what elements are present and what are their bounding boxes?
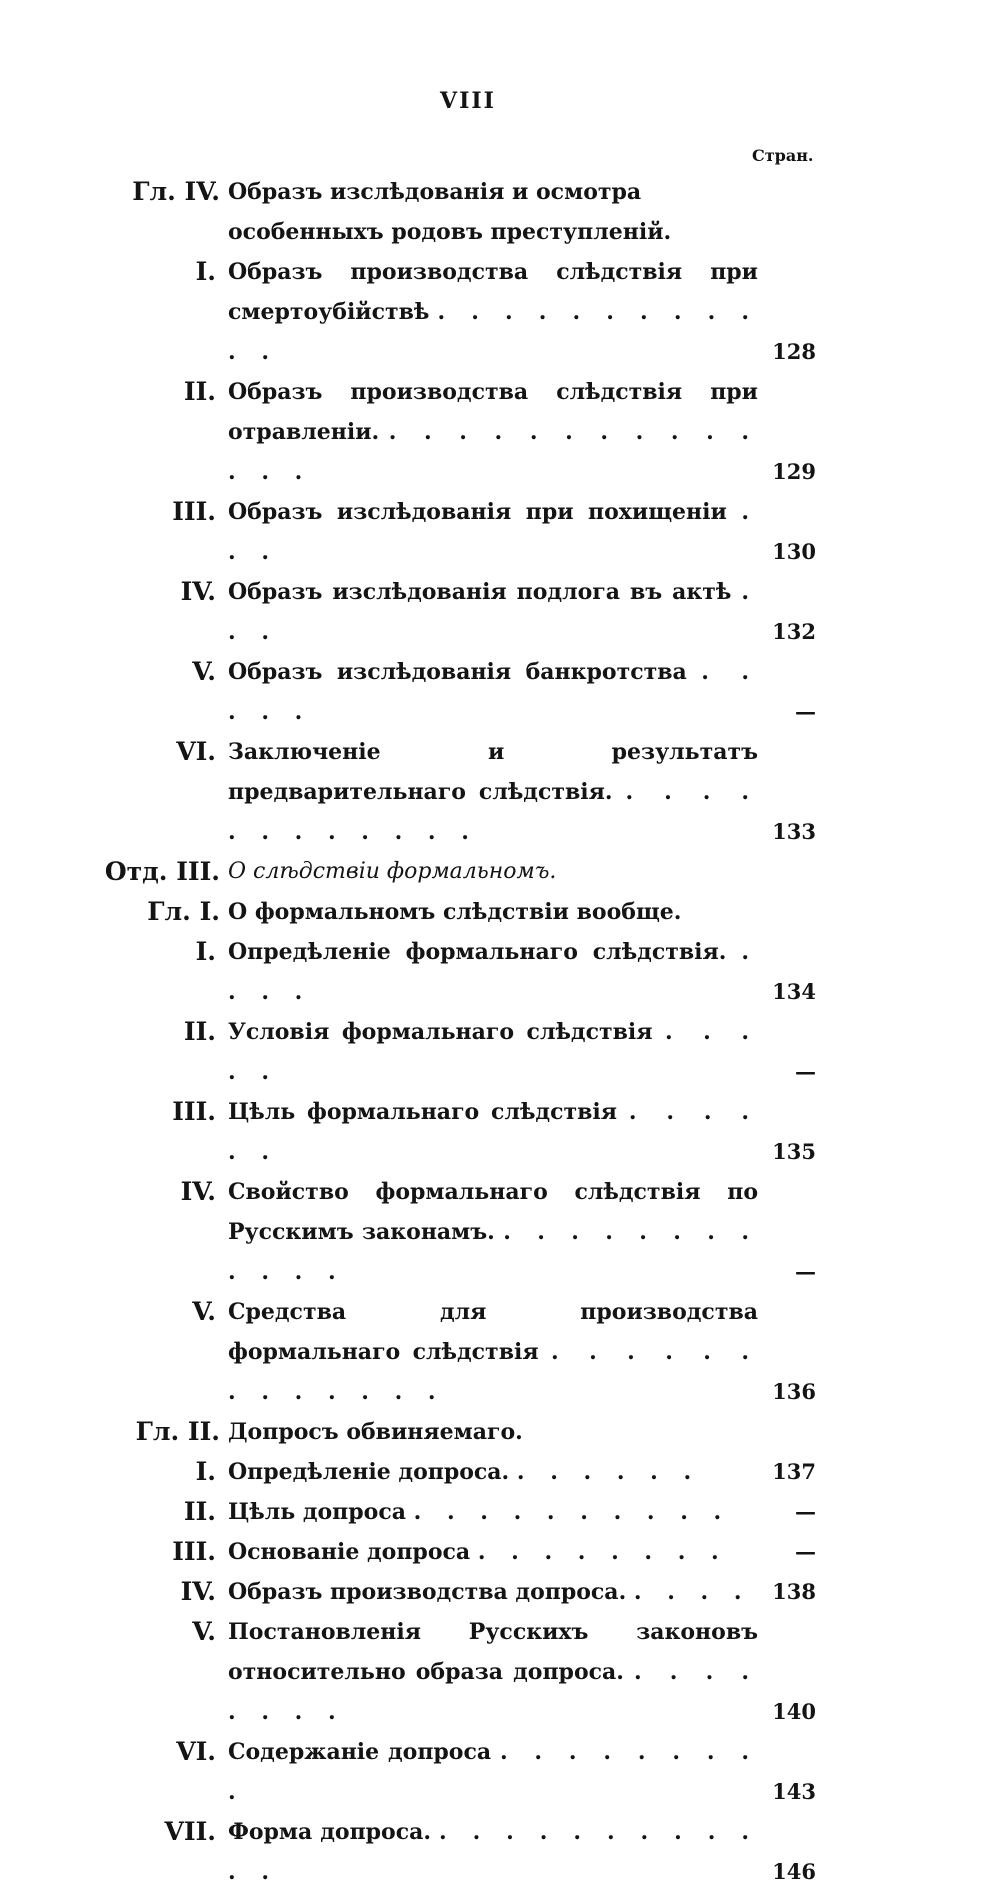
toc-section-entry (0, 492, 1000, 572)
section-label: II. (183, 377, 216, 406)
section-title: Образъ изслѣдованія подлога въ актѣ (228, 579, 732, 605)
page-reference: 146 (772, 1859, 816, 1884)
page-reference: — (795, 699, 816, 724)
section-label: IV. (180, 1577, 216, 1606)
page-reference: — (795, 1539, 816, 1564)
dot-leader: . . . . . . . . . . . . (228, 1819, 758, 1885)
toc-chapter-entry (0, 892, 1000, 932)
toc-section-entry (0, 1092, 1000, 1172)
section-label: III. (172, 497, 216, 526)
chapter-title: Образъ изслѣдованія и осмотра особенныхъ родовъ преступленій. (228, 179, 672, 245)
section-title: Средства для производства формальнаго слѣдствія (228, 1299, 758, 1365)
dot-leader: . . . . . . . . (228, 1659, 758, 1725)
section-label: VII. (164, 1817, 216, 1846)
section-title: Заключеніе и результатъ предварительнаго слѣдствія. (228, 739, 758, 805)
section-title: Образъ изслѣдованія банкротства (228, 659, 687, 685)
page-reference: 136 (772, 1379, 816, 1404)
section-label: III. (172, 1537, 216, 1566)
page-reference: 133 (772, 819, 816, 844)
page-reference: 130 (772, 539, 816, 564)
toc-section-entry (0, 572, 1000, 652)
toc-section-entry (0, 372, 1000, 492)
toc-section-entry (0, 1812, 1000, 1892)
section-title: Образъ производства слѣдствія при смертоубійствѣ (228, 259, 758, 325)
toc-section-entry (0, 732, 1000, 852)
dot-leader: . . . . . . . . . . . . (228, 1219, 758, 1285)
section-label: I. (195, 937, 216, 966)
page-reference: 143 (772, 1779, 816, 1804)
section-label: IV. (180, 1177, 216, 1206)
section-title: Опредѣленіе допроса. (228, 1459, 510, 1485)
page-number: VIII (440, 88, 496, 114)
department-label: Отд. III. (104, 857, 220, 886)
dot-leader: . . . . . . . . (477, 1539, 728, 1565)
chapter-title: О формальномъ слѣдствіи вообще. (228, 899, 682, 925)
toc-chapter-entry (0, 1412, 1000, 1452)
toc-section-entry (0, 932, 1000, 1012)
section-label: III. (172, 1097, 216, 1126)
toc-department-entry (0, 852, 1000, 892)
dot-leader: . . . . . (228, 659, 758, 725)
page-reference: 129 (772, 459, 816, 484)
section-title: Образъ изслѣдованія при похищеніи (228, 499, 727, 525)
page-column-label: Стран. (752, 146, 814, 165)
page-reference: — (795, 1499, 816, 1524)
dot-leader: . . . . . . . . . . . . . (228, 1339, 758, 1405)
toc-section-entry (0, 1012, 1000, 1092)
table-of-contents (0, 172, 1000, 1892)
section-label: IV. (180, 577, 216, 606)
section-title: Содержаніе допроса (228, 1739, 492, 1765)
section-title: Постановленія Русскихъ законовъ относительно образа допроса. (228, 1619, 758, 1685)
toc-chapter-entry (0, 172, 1000, 252)
dot-leader: . . . (228, 579, 758, 645)
page-reference: 134 (772, 979, 816, 1004)
page-reference: — (795, 1059, 816, 1084)
dot-leader: . . . . . . . . . (228, 1739, 758, 1805)
toc-section-entry (0, 1572, 1000, 1612)
page-reference: 132 (772, 619, 816, 644)
page-reference: 140 (772, 1699, 816, 1724)
dot-leader: . . . . . . . . . . . . (228, 779, 758, 845)
dot-leader: . . . . . . (228, 1099, 758, 1165)
toc-section-entry (0, 652, 1000, 732)
dot-leader: . . . . . (228, 1019, 758, 1085)
section-title: Опредѣленіе формальнаго слѣдствія. (228, 939, 727, 965)
dot-leader: . . . . . . . . . . . . . . (228, 419, 759, 485)
toc-section-entry (0, 1612, 1000, 1732)
dot-leader: . . . . . . . . . . . . (228, 299, 758, 365)
section-label: V. (192, 1617, 216, 1646)
toc-section-entry (0, 1732, 1000, 1812)
section-title: Форма допроса. (228, 1819, 432, 1845)
page-reference: 135 (772, 1139, 816, 1164)
chapter-label: Гл. I. (147, 897, 220, 926)
toc-section-entry (0, 1292, 1000, 1412)
dot-leader: . . . . . . . . . . (413, 1499, 731, 1525)
dot-leader: . . . . (633, 1579, 751, 1605)
section-title: Условія формальнаго слѣдствія (228, 1019, 653, 1045)
section-label: II. (183, 1497, 216, 1526)
page-reference: 137 (772, 1459, 816, 1484)
dot-leader: . . . (228, 499, 758, 565)
section-label: II. (183, 1017, 216, 1046)
section-label: VI. (176, 1737, 216, 1766)
toc-section-entry (0, 1172, 1000, 1292)
chapter-label: Гл. II. (135, 1417, 220, 1446)
page-reference: 128 (772, 339, 816, 364)
section-label: V. (192, 1297, 216, 1326)
section-label: I. (195, 1457, 216, 1486)
section-title: Образъ производства слѣдствія при отравленіи. (228, 379, 758, 445)
page-reference: — (795, 1259, 816, 1284)
section-title: Основаніе допроса (228, 1539, 471, 1565)
toc-section-entry (0, 1492, 1000, 1532)
section-label: V. (192, 657, 216, 686)
page-reference: 138 (772, 1579, 816, 1604)
section-title: Цѣль формальнаго слѣдствія (228, 1099, 618, 1125)
chapter-label: Гл. IV. (132, 177, 220, 206)
section-title: Образъ производства допроса. (228, 1579, 627, 1605)
dot-leader: . . . . (228, 939, 758, 1005)
section-title: Цѣль допроса (228, 1499, 406, 1525)
chapter-title: Допросъ обвиняемаго. (228, 1419, 523, 1445)
department-title: О слѣдствіи формальномъ. (228, 859, 557, 884)
section-label: I. (195, 257, 216, 286)
section-label: VI. (176, 737, 216, 766)
toc-section-entry (0, 1452, 1000, 1492)
toc-section-entry (0, 1532, 1000, 1572)
toc-section-entry (0, 252, 1000, 372)
section-title: Свойство формальнаго слѣдствія по Русскимъ законамъ. (228, 1179, 758, 1245)
dot-leader: . . . . . . (516, 1459, 701, 1485)
